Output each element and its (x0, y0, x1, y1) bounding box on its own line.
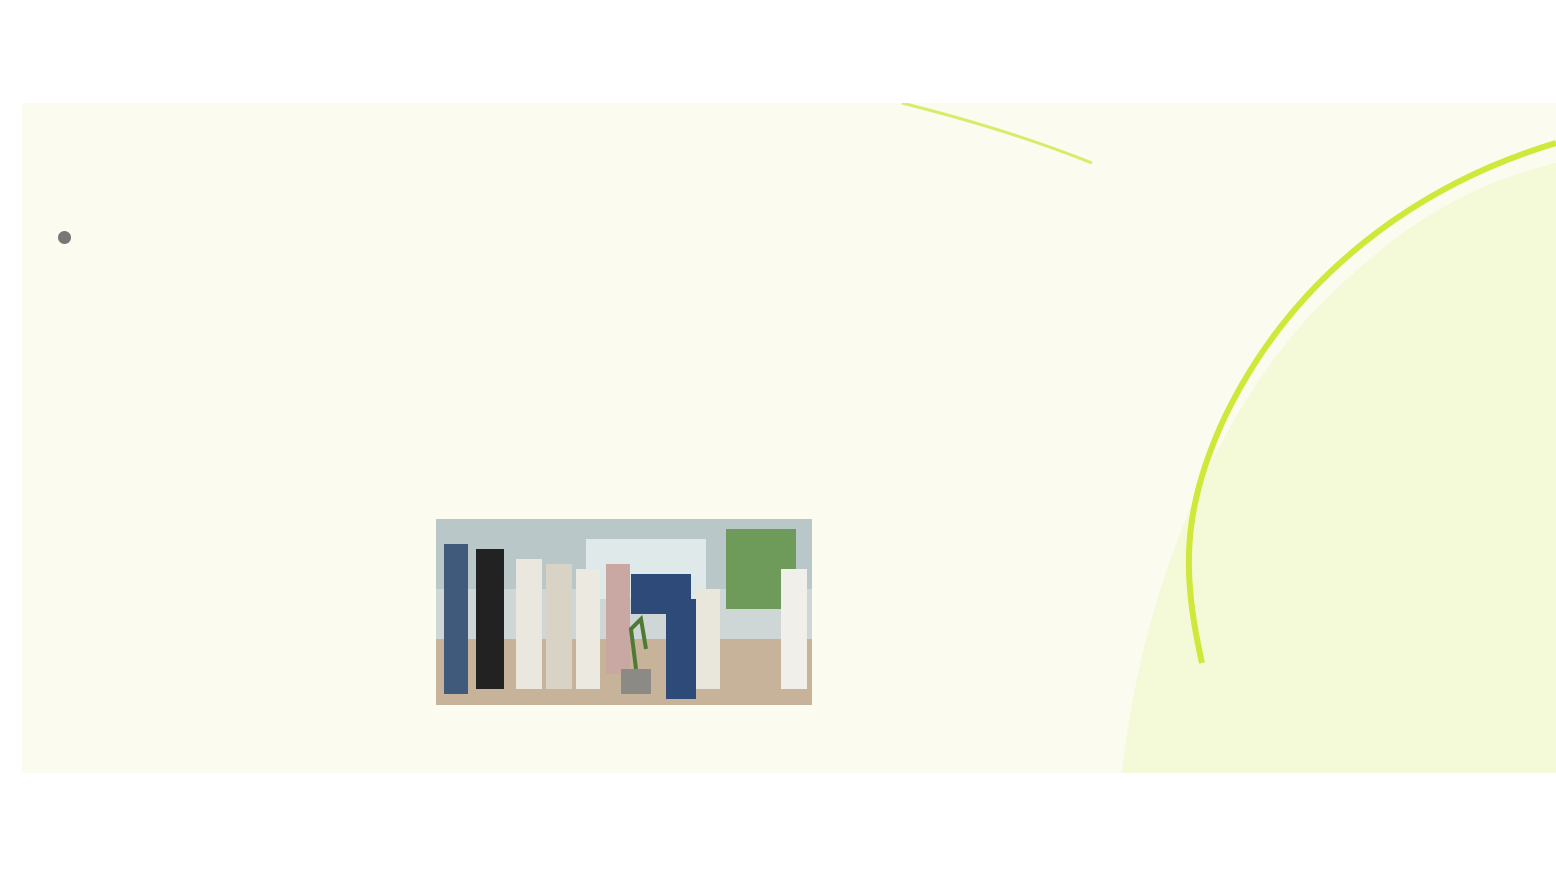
masthead (0, 0, 1556, 100)
column-1 (36, 225, 411, 249)
photo-illustration (436, 519, 812, 705)
newspaper-clipping (22, 103, 1556, 773)
bullet-icon (58, 231, 71, 244)
byline (58, 225, 411, 249)
event-photo (436, 519, 812, 705)
